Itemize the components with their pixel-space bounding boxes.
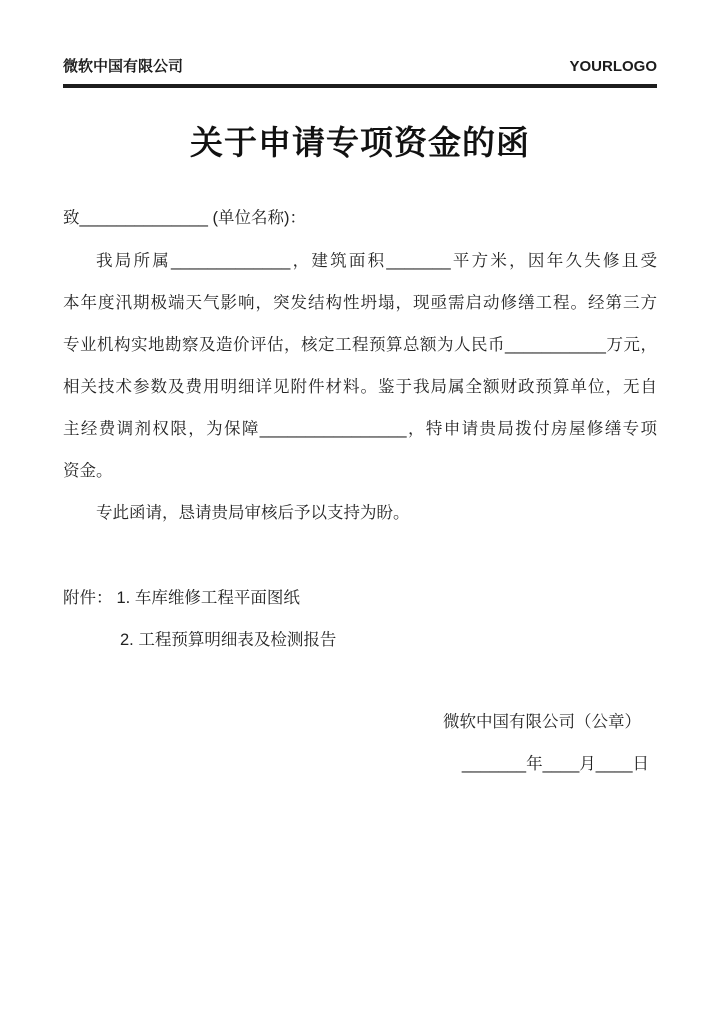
signature-date-line: _______年____月____日 [461,755,649,773]
letterhead-divider [63,84,657,88]
attachments-section [63,577,657,661]
body-line: 主经费调剂权限，为保障________________，特申请贵局拨付房屋修缮专项 [63,420,657,438]
body-line: 专业机构实地勘察及造价评估，核定工程预算总额为人民币___________万元， [63,336,657,354]
company-name: 微软中国有限公司 [63,58,184,75]
attachments-label: 附件： [63,589,113,607]
body-line: 本年度汛期极端天气影响，突发结构性坍塌，现亟需启动修缮工程。经第三方 [63,294,657,312]
letterhead [63,0,657,77]
document-title: 关于申请专项资金的函 [190,124,530,161]
body-line: 我局所属_____________，建筑面积_______平方米，因年久失修且受 [96,252,657,270]
attachment-item [63,577,657,619]
body-line: 资金。 [63,462,113,480]
closing-line: 专此函请，恳请贵局审核后予以支持为盼。 [96,504,410,522]
attachment-item-text: 1. 车库维修工程平面图纸 [116,589,300,607]
body-paragraph [63,240,657,492]
attachment-item-text: 2. 工程预算明细表及检测报告 [120,631,337,649]
body-line: 相关技术参数及费用明细详见附件材料。鉴于我局属全额财政预算单位，无自 [63,378,657,396]
signature-block [63,701,657,785]
logo-text: YOURLOGO [569,58,657,75]
signature-company: 微软中国有限公司（公章） [443,713,641,731]
attachment-item [63,619,657,661]
salutation-line: 致______________ (单位名称)： [63,209,307,227]
